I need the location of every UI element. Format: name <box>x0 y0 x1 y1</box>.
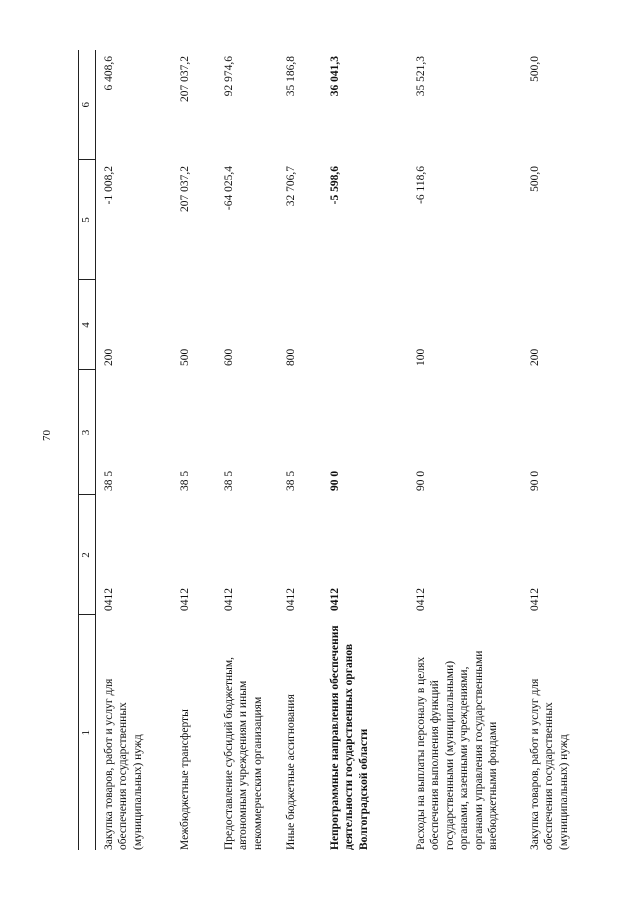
row-program-code: 38 5 <box>223 470 235 491</box>
table-row <box>96 50 173 850</box>
row-section-code: 0412 <box>223 588 235 611</box>
row-expense-type: 600 <box>223 348 235 366</box>
table-row <box>172 50 216 850</box>
column-header: 3 <box>79 370 96 495</box>
row-name: Непрограммные направления обеспечения деятельности государственных органов Волгоградской области <box>329 625 370 850</box>
table-row <box>408 50 522 850</box>
row-total-amount: 6 408,6 <box>103 56 115 91</box>
row-program-code: 38 5 <box>179 470 191 491</box>
row-expense-type: 100 <box>415 348 427 366</box>
row-change-amount: -6 118,6 <box>415 166 427 204</box>
row-expense-type: 800 <box>285 348 297 366</box>
row-name: Предоставление субсидий бюджетным, автономным учреждениям и иным некоммерческим организациям <box>223 656 264 850</box>
row-change-amount: 207 037,2 <box>179 166 191 212</box>
row-name: Закупка товаров, работ и услуг для обеспечения государственных (муниципальных) нужд <box>103 678 144 850</box>
row-total-amount: 35 521,3 <box>415 56 427 97</box>
table-header-row <box>79 50 96 850</box>
table-row <box>216 50 278 850</box>
table-row-subtotal <box>322 50 408 850</box>
row-expense-type <box>322 280 408 370</box>
row-program-code: 90 0 <box>415 470 427 491</box>
row-change-amount: 32 706,7 <box>285 166 297 207</box>
row-expense-type: 500 <box>179 348 191 366</box>
row-total-amount: 92 974,6 <box>223 56 235 97</box>
row-change-amount: 500,0 <box>529 166 541 192</box>
row-total-amount: 36 041,3 <box>329 56 341 97</box>
row-total-amount: 35 186,8 <box>285 56 297 97</box>
column-header: 1 <box>79 615 96 850</box>
row-section-code: 0412 <box>529 588 541 611</box>
row-program-code: 38 5 <box>103 470 115 491</box>
row-section-code: 0412 <box>329 588 341 611</box>
row-expense-type: 200 <box>529 348 541 366</box>
budget-table <box>78 50 584 850</box>
column-header: 6 <box>79 50 96 160</box>
row-program-code: 90 0 <box>329 470 341 491</box>
row-change-amount: -1 008,2 <box>103 166 115 205</box>
row-total-amount: 207 037,2 <box>179 56 191 102</box>
row-name: Иные бюджетные ассигнования <box>285 694 297 850</box>
row-expense-type: 200 <box>103 348 115 366</box>
rotated-page-content <box>78 50 618 850</box>
column-header: 2 <box>79 495 96 615</box>
row-section-code: 0412 <box>179 588 191 611</box>
row-total-amount: 500,0 <box>529 56 541 82</box>
row-change-amount: -64 025,4 <box>223 166 235 211</box>
row-name: Межбюджетные трансферты <box>179 709 191 850</box>
column-header: 5 <box>79 160 96 280</box>
row-name: Расходы на выплаты персоналу в целях обеспечения выполнения функций государственными (муниципальными) органами, казенными учреждениями, органами управления государственными внебюджетными фондами <box>415 650 499 850</box>
page-number: 70 <box>41 430 53 441</box>
table-row <box>522 50 584 850</box>
column-header: 4 <box>79 280 96 370</box>
row-change-amount: -5 598,6 <box>329 166 341 205</box>
row-program-code: 90 0 <box>529 470 541 491</box>
row-section-code: 0412 <box>415 588 427 611</box>
row-section-code: 0412 <box>103 588 115 611</box>
row-program-code: 38 5 <box>285 470 297 491</box>
row-name: Закупка товаров, работ и услуг для обеспечения государственных (муниципальных) нужд <box>529 678 570 850</box>
table-row <box>278 50 322 850</box>
row-section-code: 0412 <box>285 588 297 611</box>
